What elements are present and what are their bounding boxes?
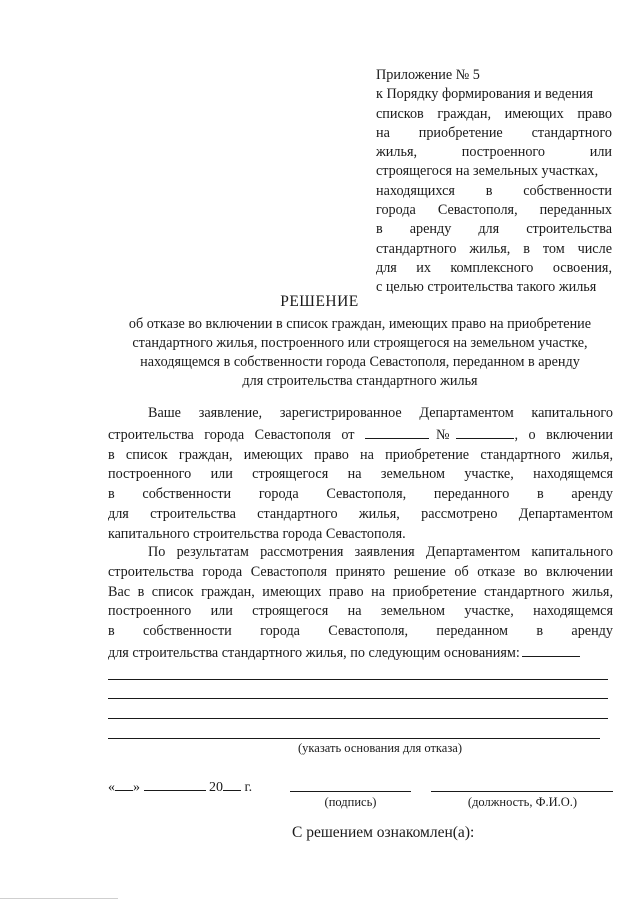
close-quote: » — [133, 780, 140, 795]
paragraph-text: строительства города Севастополя от — [108, 426, 355, 443]
subtitle-line: находящемся в собственности города Севастополя, переданном в аренду — [140, 354, 580, 370]
signature-line[interactable] — [290, 791, 411, 792]
reasons-line-1[interactable] — [108, 679, 608, 680]
annex-line: к Порядку формирования и ведения — [376, 86, 594, 103]
reasons-line-3[interactable] — [108, 718, 608, 719]
annex-line: на приобретение стандартного — [376, 124, 612, 141]
page-edge-line — [0, 898, 118, 899]
document-title: РЕШЕНИЕ — [280, 293, 359, 310]
annex-line: в аренду для строительства — [376, 221, 612, 238]
annex-line: жилья, построенного или — [376, 144, 612, 161]
paragraph-decision — [108, 543, 613, 664]
year-suffix: г. — [244, 780, 253, 795]
signature-hint: (подпись) — [324, 795, 377, 809]
paragraph-line: По результатам рассмотрения заявления Департаментом капитального — [148, 544, 613, 560]
subtitle-line: об отказе во включении в список граждан, имеющих право на приобретение — [128, 316, 592, 332]
paragraph-text: , о включении — [514, 426, 614, 443]
reasons-line-2[interactable] — [108, 698, 608, 699]
annex-line: стандартного жилья, в том числе — [376, 240, 612, 257]
paragraph-line-with-blanks — [108, 424, 613, 446]
paragraph-line: в собственности города Севастополя, переданном в аренду — [108, 623, 613, 640]
paragraph-line: капитального строительства города Севастополя. — [108, 525, 406, 542]
open-quote: « — [108, 780, 115, 795]
paragraph-line: построенного или строящегося на земельном участке, находящемся — [108, 466, 613, 483]
paragraph-line: в собственности города Севастополя, переданного в аренду — [108, 486, 613, 503]
month-field[interactable] — [144, 776, 206, 791]
reasons-hint: (указать основания для отказа) — [298, 741, 462, 755]
subtitle-line: для строительства стандартного жилья — [242, 373, 478, 389]
day-field[interactable] — [115, 776, 133, 791]
paragraph-line: для строительства стандартного жилья, рассмотрено Департаментом — [108, 505, 613, 522]
position-name-hint: (должность, Ф.И.О.) — [467, 795, 578, 809]
paragraph-line: Вас в список граждан, имеющих право на приобретение стандартного жилья, — [108, 583, 613, 600]
annex-line: списков граждан, имеющих право — [376, 105, 612, 122]
annex-line: для их комплексного освоения, — [376, 259, 612, 276]
annex-line: строящегося на земельных участках, — [376, 163, 599, 180]
annex-line: находящихся в собственности — [376, 182, 612, 199]
date-field — [108, 776, 252, 796]
paragraph-line: построенного или строящегося на земельном участке, находящемся — [108, 603, 613, 620]
document-subtitle — [100, 315, 620, 391]
paragraph-line: Ваше заявление, зарегистрированное Департаментом капитального — [148, 405, 613, 421]
reasons-inline-field[interactable] — [522, 642, 580, 657]
paragraph-line-with-blank — [108, 642, 613, 664]
paragraph-line: строительства города Севастополя принято решение об отказе во включении — [108, 563, 613, 580]
annex-line: с целью строительства такого жилья — [376, 279, 597, 296]
annex-header — [376, 66, 612, 298]
position-name-line[interactable] — [431, 791, 613, 792]
paragraph-application — [108, 404, 613, 545]
annex-line: Приложение № 5 — [376, 67, 480, 83]
registration-number-field[interactable] — [456, 424, 514, 439]
paragraph-text: для строительства стандартного жилья, по следующим основаниям: — [108, 644, 520, 661]
registration-date-field[interactable] — [365, 424, 429, 439]
reasons-line-4[interactable] — [108, 738, 600, 739]
subtitle-line: стандартного жилья, построенного или строящегося на земельном участке, — [132, 335, 588, 351]
annex-line: города Севастополя, переданных — [376, 202, 612, 219]
paragraph-line: в список граждан, имеющих право на приобретение стандартного жилья, — [108, 446, 613, 463]
acknowledgement-label: С решением ознакомлен(а): — [292, 824, 475, 841]
number-sign: № — [429, 426, 457, 443]
year-prefix: 20 — [209, 780, 223, 795]
year-field[interactable] — [223, 776, 241, 791]
